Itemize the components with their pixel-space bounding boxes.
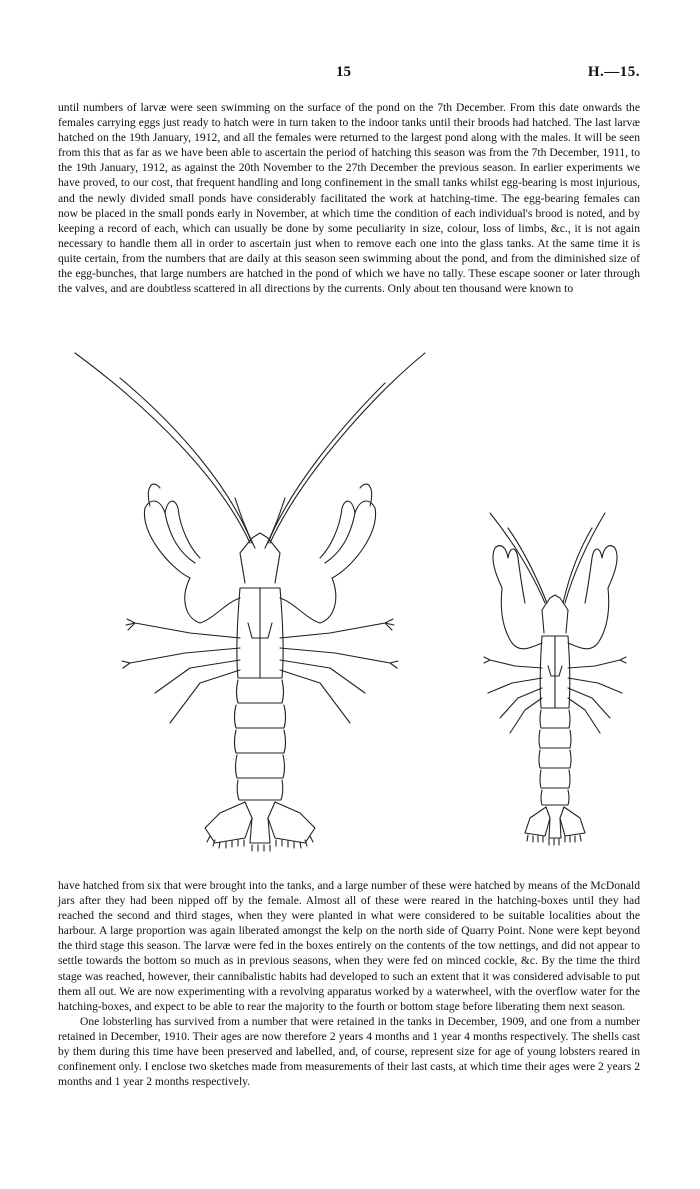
lobster-sketch-large	[75, 353, 425, 851]
paragraph-bottom-part-1: have hatched from six that were brought into the tanks, and a large number of these were hatched by means of the McDonald jars after they had been nipped off by the female. Almost all of these were reared in the hatching-boxes until they had reached the second and third stages, when they were planted in what were considered to be suitable localities about the harbour. A large proportion was again liberated amongst the kelp on the north side of Quarry Point. None were kept beyond the third stage this season. The larvæ were fed in the boxes entirely on the contents of the tow nettings, and did not appear to settle towards the bottom so much as in previous seasons, when they were fed on minced cockle, &c. By the time the third stage was reached, however, their cannibalistic habits had developed to such an extent that it was considered advisable to put them all out. We are now experimenting with a revolving apparatus worked by a waterwheel, with the overflow water for the hatching-boxes, and expect to be able to rear the majority to the fourth or bottom stage before liberating them next season.	[58, 879, 640, 1013]
page-header	[0, 64, 700, 84]
lobster-sketch-small	[484, 513, 626, 845]
paragraph-bottom-part-2: One lobsterling has survived from a number that were retained in the tanks in December, 1909, and one from a number retained in December, 1910. Their ages are now therefore 2 years 4 months and 1 year 4 months respectively. The shells cast by them during this time have been preserved and labelled, and, of course, represent size for age of young lobsters reared in confinement only. I enclose two sketches made from measurements of their last casts, at which time their ages were 2 years 2 months and 1 year 2 months respectively.	[58, 1014, 640, 1089]
paragraph-bottom	[58, 878, 640, 1089]
paragraph-top: until numbers of larvæ were seen swimming on the surface of the pond on the 7th December. From this date onwards the females carrying eggs just ready to hatch were in turn taken to the indoor tanks until their broods had hatched. The last larvæ hatched on the 19th January, 1912, and all the females were returned to the largest pond along with the males. It will be seen from this that as far as we have been able to ascertain the period of hatching this season was from the 7th December, 1911, to the 19th January, 1912, as against the 20th November to the 27th December the previous season. In earlier experiments we have proved, to our cost, that frequent handling and long confinement in the small tanks whilst egg-bearing is most injurious, and the newly divided small ponds have considerably facilitated the work at hatching-time. The egg-bearing females can now be placed in the small ponds early in November, at which time the condition of each individual's brood is noted, and by keeping a record of each, which can usually be done by some peculiarity in size, colour, loss of limbs, &c., it is not again necessary to handle them all in order to ascertain just when to remove each one into the glass tanks. At the same time it is quite certain, from the numbers that are daily at this season seen swimming about the pond, and from the diminished size of the egg-bunches, that large numbers are hatched in the pond of which we have no tally. These escape sooner or later through the valves, and are doubtless scattered in all directions by the currents. Only about ten thousand were known to	[58, 101, 640, 296]
lobster-sketches-svg	[40, 348, 660, 873]
lobster-sketches-figure	[40, 348, 660, 873]
page-number: 15	[336, 64, 351, 80]
page-reference: H.—15.	[587, 64, 640, 80]
